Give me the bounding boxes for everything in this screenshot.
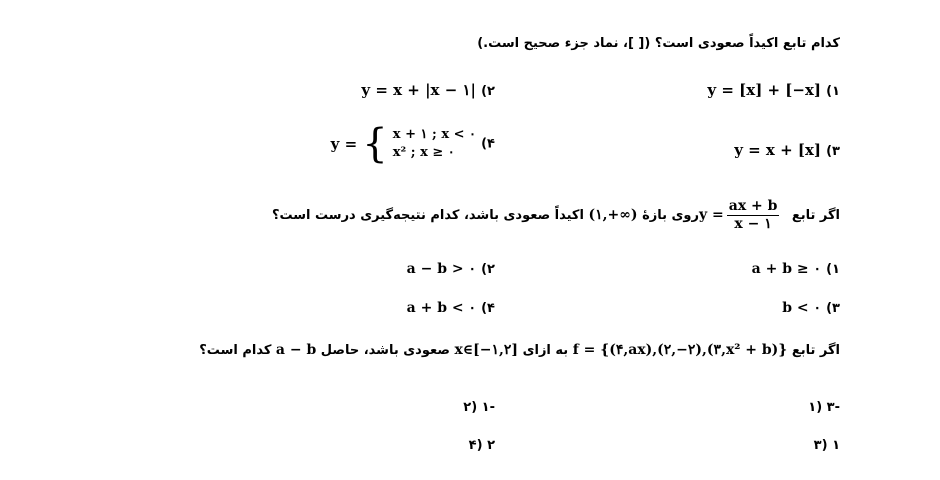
q2-option-2-number: (۲ [481, 262, 495, 277]
q1-option-2 [361, 80, 495, 99]
piecewise-row-2: x² ; x ≥ ۰ [392, 145, 455, 160]
q2-option-3 [782, 297, 840, 316]
q2-option-1-number: (۱ [826, 262, 840, 277]
q1-option-4 [330, 121, 495, 167]
q3-option-2: -۱ (۲ [463, 400, 495, 415]
q2-option-2 [407, 258, 495, 277]
q2-option-4 [407, 297, 495, 316]
q1-option-2-number: (۲ [481, 84, 495, 99]
q3-set: f = {(۴,ax),(۲,−۲),(۳,x² + b)} [572, 342, 788, 358]
q1-option-3-formula: y = x + [x] [734, 141, 822, 159]
q2-interval: (۱,+∞) [588, 207, 638, 223]
q1-option-1 [707, 80, 840, 99]
q2-option-1-formula: a + b ≥ ۰ [751, 261, 822, 277]
q2-option-3-number: (۳ [826, 301, 840, 316]
q3-option-1: -۳ (۱ [808, 400, 840, 415]
q1-option-4-number: (۴ [481, 136, 495, 152]
q1-option-3 [734, 140, 840, 159]
q2-numerator: ax + b [728, 197, 778, 214]
q3-text-end: کدام است؟ [199, 343, 272, 358]
piecewise-brace-icon: { [362, 121, 388, 167]
q3-domain: x∈[−۱,۲] [454, 342, 519, 358]
q2-text-mid: روی بازهٔ [642, 208, 699, 223]
q2-option-3-formula: b < ۰ [782, 300, 822, 316]
question-1-text: کدام تابع اکیداً صعودی است؟ ([ ]، نماد جزء صحیح است.) [477, 36, 840, 51]
q1-option-4-piecewise [393, 126, 476, 162]
q1-option-1-formula: y = [x] + [−x] [707, 81, 822, 99]
question-3-text [199, 342, 840, 358]
q3-option-4: ۲ (۴ [468, 438, 495, 453]
q2-formula [699, 197, 787, 232]
q2-option-2-formula: a − b > ۰ [406, 261, 477, 277]
piecewise-row-1: x + ۱ ; x < ۰ [392, 127, 477, 142]
q1-option-2-formula: y = x + |x − ۱| [361, 81, 477, 99]
q1-option-3-number: (۳ [826, 144, 840, 159]
q3-expr: a − b [275, 342, 317, 358]
q2-fraction [727, 198, 780, 233]
q1-option-4-lhs: y = [330, 135, 358, 153]
q1-option-1-number: (۱ [826, 84, 840, 99]
q3-text-mid2: صعودی باشد، حاصل [320, 343, 450, 358]
q2-formula-lhs: y = [699, 207, 724, 223]
q3-text-start: اگر تابع [791, 343, 840, 358]
q2-option-1 [752, 258, 840, 277]
q3-text-mid: به ازای [522, 343, 569, 358]
q2-text-end: اکیداً صعودی باشد، کدام نتیجه‌گیری درست است؟ [271, 208, 584, 223]
q2-option-4-number: (۴ [481, 301, 495, 316]
q2-option-4-formula: a + b < ۰ [406, 300, 477, 316]
q2-denominator: x − ۱ [734, 215, 772, 232]
question-2-text [272, 196, 840, 235]
q3-option-3: ۱ (۳ [813, 438, 840, 453]
q2-text-start: اگر تابع [791, 208, 840, 223]
